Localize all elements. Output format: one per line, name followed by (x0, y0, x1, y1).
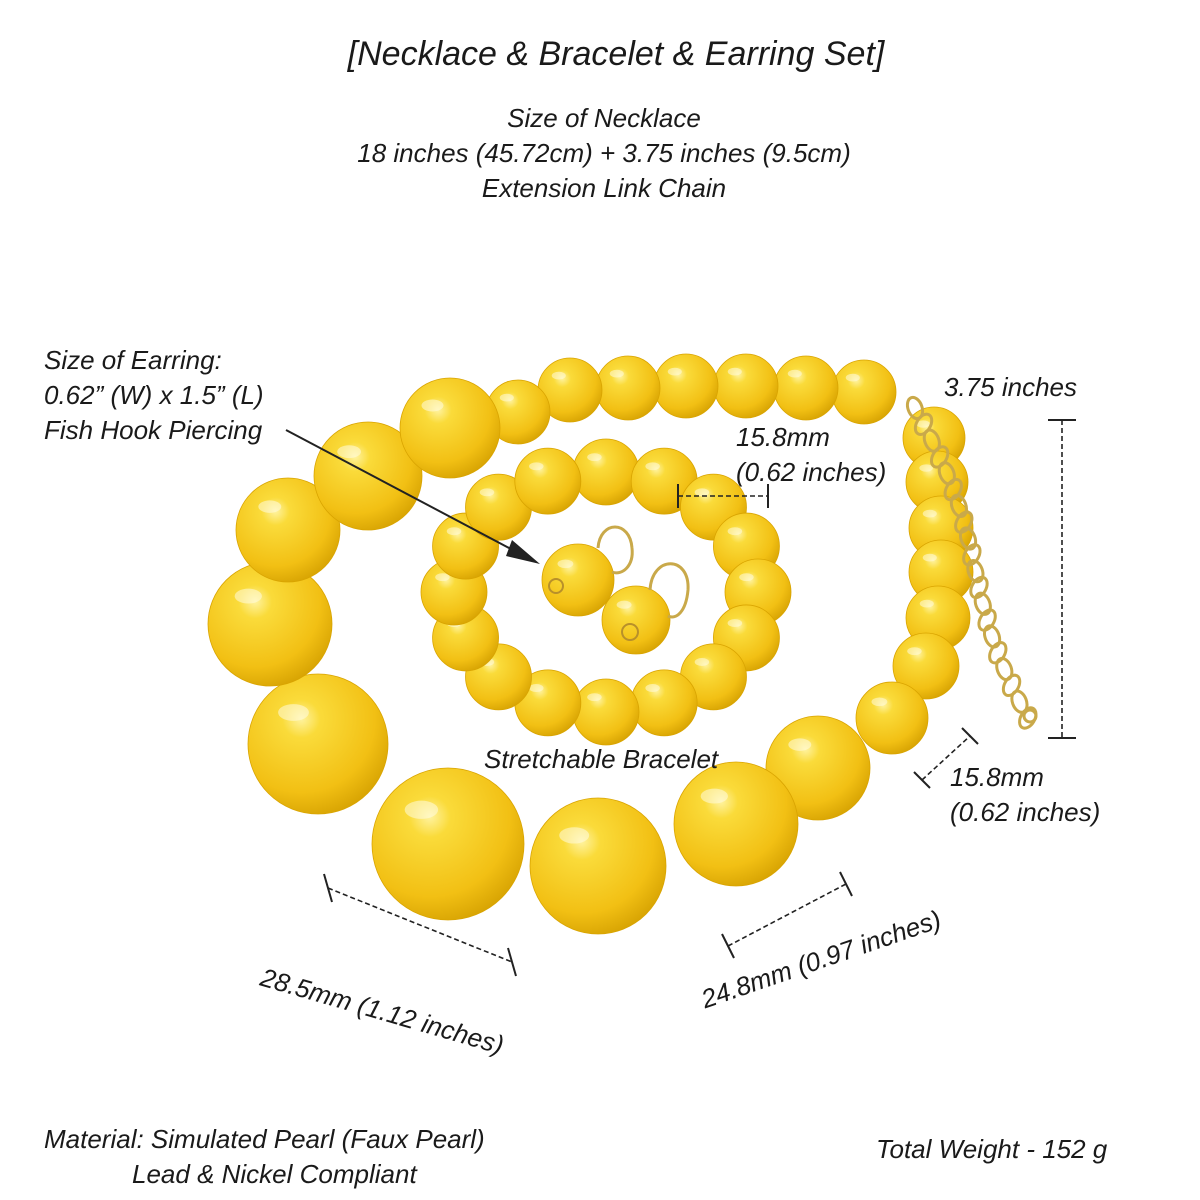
earring-size (44, 343, 264, 448)
material-info (44, 1122, 604, 1192)
bracelet-bead (573, 439, 639, 505)
material-text: Material: Simulated Pearl (Faux Pearl) (44, 1124, 485, 1154)
necklace-bead (372, 768, 524, 920)
bracelet-label: Stretchable Bracelet (484, 744, 719, 774)
total-weight: Total Weight - 152 g (876, 1134, 1108, 1164)
necklace-bead (596, 356, 660, 420)
necklace-bead (654, 354, 718, 418)
necklace-size (0, 101, 1200, 206)
necklace-bead (714, 354, 778, 418)
earring-bead (602, 586, 670, 654)
earring-type: Fish Hook Piercing (44, 415, 263, 445)
bracelet-bead-in: (0.62 inches) (736, 457, 887, 487)
earring-heading: Size of Earring: (44, 345, 222, 375)
small-bead-in: (0.62 inches) (950, 797, 1101, 827)
medium-bead-size: 24.8mm (0.97 inches) (697, 903, 945, 1015)
bracelet-bead-size (736, 420, 886, 490)
small-bead-mm: 15.8mm (950, 762, 1044, 792)
necklace-bead (774, 356, 838, 420)
chain-link (994, 656, 1015, 681)
bracelet-bead (573, 679, 639, 745)
necklace-bead (208, 562, 332, 686)
large-bead-size: 28.5mm (1.12 inches) (257, 961, 508, 1061)
bracelet-bead (631, 670, 697, 736)
compliance-text: Lead & Nickel Compliant (132, 1159, 417, 1189)
necklace-bead (832, 360, 896, 424)
medium-bead-guide (728, 884, 846, 946)
small-bead-size (950, 760, 1100, 830)
page-title: [Necklace & Bracelet & Earring Set] (347, 35, 885, 73)
bracelet-bead-mm: 15.8mm (736, 422, 830, 452)
necklace-size-heading: Size of Necklace (507, 103, 701, 133)
earring-dimensions: 0.62” (W) x 1.5” (L) (44, 380, 264, 410)
extension-length: 3.75 inches (944, 372, 1077, 402)
necklace-bead (856, 682, 928, 754)
necklace-bead (400, 378, 500, 478)
necklace-extension: Extension Link Chain (481, 173, 727, 203)
necklace-bead (674, 762, 798, 886)
earrings (542, 527, 688, 654)
necklace-size-value: 18 inches (45.72cm) + 3.75 inches (9.5cm) (357, 138, 851, 168)
necklace-bead (530, 798, 666, 934)
chain-link (982, 624, 1003, 649)
necklace-bead (248, 674, 388, 814)
bracelet-bead (515, 448, 581, 514)
